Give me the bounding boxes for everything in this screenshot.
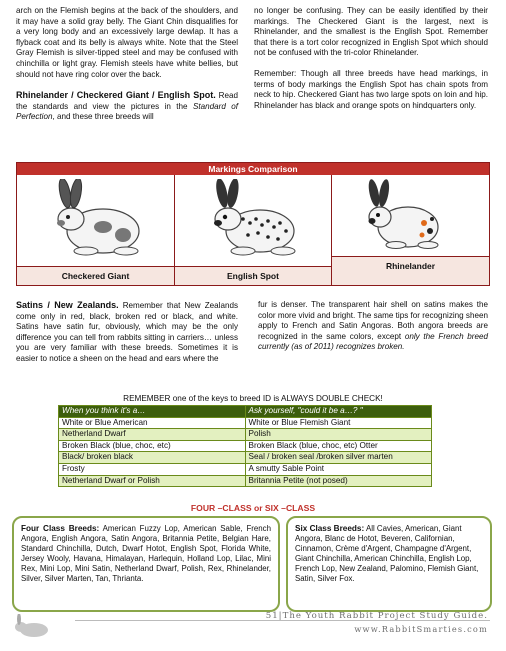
table-cell: Broken Black (blue, choc, etc) Otter [245, 440, 432, 452]
class-heading: FOUR –CLASS or SIX –CLASS [190, 503, 316, 513]
markings-comparison [16, 162, 490, 286]
paragraph-satins: Satins / New Zealands. Remember that New Zealands come only in red, black, broken red or black, and white. Satins have satin fur, obviously, which may be the only difference you can tell from rabbits sitting in carriers… unless you are very familiar with these breeds. Sometimes it is easier to notice a sheen on the head and ears where the [16, 300, 239, 363]
paragraph-remember: Remember: Though all three breeds have head markings, in terms of body markings the English Spot has chain spots from neck to hip. Checkered Giant has two large spots on loin and hip. Rhinelander has black and orange spots on hindquarters only. [254, 68, 488, 110]
heading-rhinelander: Rhinelander / Checkered Giant / English Spot. [16, 90, 216, 101]
label-english-spot: English Spot [175, 266, 331, 285]
column-satins-right [258, 300, 488, 362]
table-cell: Frosty [59, 463, 246, 475]
markings-title: Markings Comparison [17, 163, 489, 175]
table-cell: White or Blue Flemish Giant [245, 417, 432, 429]
column-satins-left [16, 300, 238, 374]
table-cell: Seal / broken seal /broken silver marten [245, 452, 432, 464]
english-spot-rabbit-icon [198, 179, 308, 265]
table-header-cell: When you think it's a… [59, 406, 246, 418]
footer-website[interactable]: www.RabbitSmarties.com [354, 624, 488, 634]
table-cell: A smutty Sable Point [245, 463, 432, 475]
paragraph-markings: no longer be confusing. They can be easily identified by their markings. The Checkered Giant is the largest, next is Rhinelander, and the smallest is the English Spot. Remember that there is a tort color recognized in English Spot which should not be confused with the tri-color Rhinelander. [254, 6, 488, 58]
table-row [59, 417, 432, 429]
four-class-box [12, 516, 280, 612]
table-header-row [59, 406, 432, 418]
table-cell: Polish [245, 429, 432, 441]
four-class-list: American Fuzzy Lop, American Sable, French Angora, English Angora, Satin Angora, Britannia Petite, Belgian Hare, Standard Chinchilla, Dutch, Dwarf Hotot, English Spot, Florida White, Jersey Wooly, Havana, Himalayan, Harlequin, Holland Lop, Lilac, Mini Rex, Mini Lop, Mini Satin, Netherland Dwarf, Polish, Rex, Rhinelander, Silver, Silver Marten, Tan, Thrianta. [21, 524, 271, 583]
table-row [59, 440, 432, 452]
table-row [59, 429, 432, 441]
cell-english-spot [175, 175, 332, 285]
remember-line: REMEMBER one of the keys to breed ID is ALWAYS DOUBLE CHECK! [123, 394, 383, 403]
label-rhinelander: Rhinelander [332, 256, 489, 285]
table-row [59, 463, 432, 475]
table-row [59, 475, 432, 487]
table-cell: Broken Black (blue, choc, etc) [59, 440, 246, 452]
six-class-title: Six Class Breeds: [295, 524, 365, 533]
column-left-top [16, 6, 238, 132]
label-checkered-giant: Checkered Giant [17, 266, 174, 285]
rhinelander-rabbit-icon [356, 179, 466, 259]
cell-checkered-giant [17, 175, 175, 285]
checkered-giant-rabbit-icon [41, 179, 151, 265]
table-row [59, 452, 432, 464]
paragraph-rhinelander: Rhinelander / Checkered Giant / English Spot. Read the standards and view the pictures in the Standard of Perfection, and these three breeds will [16, 90, 239, 122]
table-cell: Britannia Petite (not posed) [245, 475, 432, 487]
paragraph-flemish: arch on the Flemish begins at the back of the shoulders, and it may have a solid gray belly. The Giant Chin disqualifies for a very long body and an excessively large dewlap. It has a flyback coat and its belly is always white. Note that the Steel Gray Flemish is silver-tipped steel and may be confused with chinchilla or light gray. Flemish steels have white bellies, but should not have ring color over the back. [16, 6, 238, 79]
column-right-top [254, 6, 488, 120]
footer-title: 51|The Youth Rabbit Project Study Guide. [265, 611, 488, 621]
table-cell: Netherland Dwarf [59, 429, 246, 441]
heading-satins: Satins / New Zealands. [16, 300, 119, 310]
table-cell: Black/ broken black [59, 452, 246, 464]
table-cell: White or Blue American [59, 417, 246, 429]
six-class-list: All Cavies, American, Giant Angora, Blanc de Hotot, Beveren, Californian, Cinnamon, Crème d'Argent, Champagne d'Argent, Giant Chinchilla, American Chinchilla, English Lop, French Lop, New Zealand, Palomino, Flemish Giant, Satin, Silver Fox. [295, 524, 479, 583]
table-header-cell: Ask yourself, "could it be a…? " [245, 406, 432, 418]
paragraph-sheen: fur is denser. The transparent hair shell on satins makes the color more vivid and bright. The same tips for recognizing sheen apply to French and Satin Angoras. Both angora breeds are recognized in the same colors, except only the French breed currently (as of 2011) recognizes broken. [258, 300, 488, 352]
rabbit-logo-icon [12, 614, 52, 638]
cell-rhinelander [332, 175, 489, 285]
six-class-box [286, 516, 492, 612]
table-cell: Netherland Dwarf or Polish [59, 475, 246, 487]
breed-id-table [58, 405, 432, 487]
four-class-title: Four Class Breeds: [21, 524, 100, 533]
